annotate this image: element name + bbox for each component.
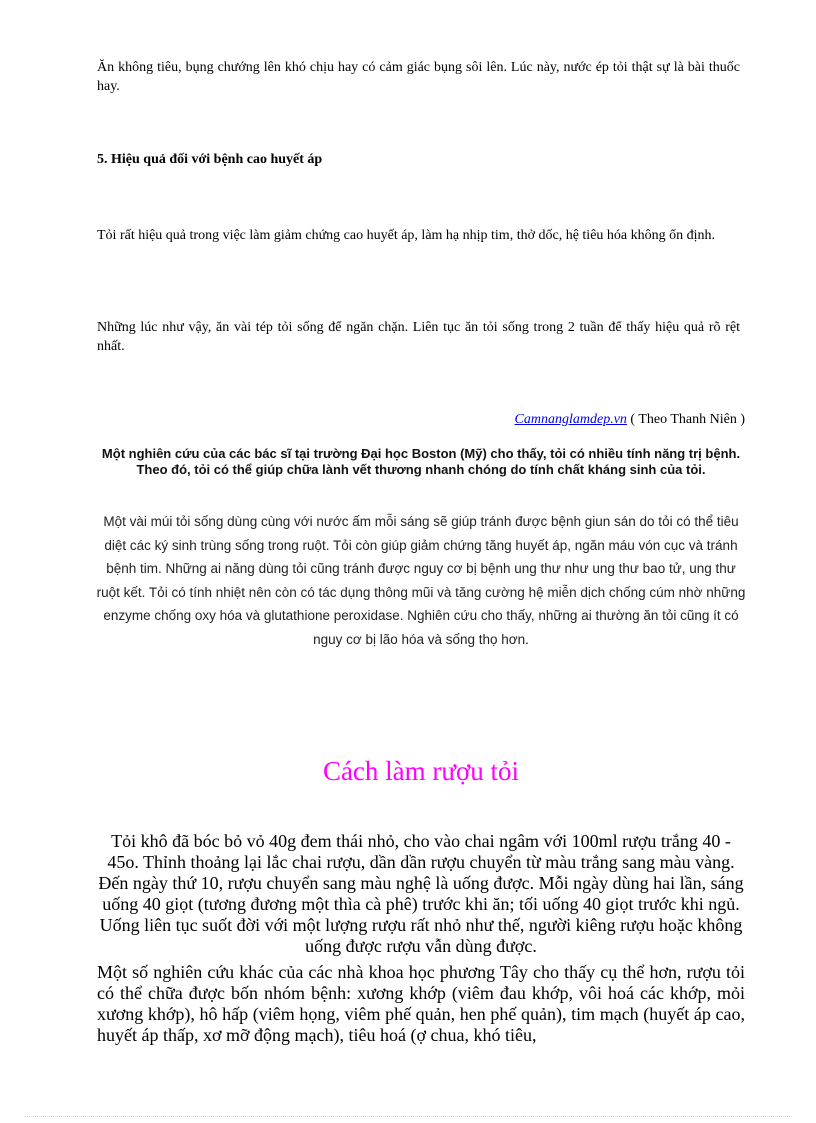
source-credit: ( Theo Thanh Niên ) [626,412,745,427]
paragraph-indigestion: Ăn không tiêu, bụng chướng lên khó chịu hay có cảm giác bụng sôi lên. Lúc này, nước ép tỏi thật sự là bài thuốc hay. [97,60,740,94]
source-attribution [97,410,745,429]
page-footer-divider [24,1116,792,1117]
section-title: Cách làm rượu tỏi [322,756,520,786]
lead-paragraph: Một nghiên cứu của các bác sĩ tại trường Đại học Boston (Mỹ) cho thấy, tỏi có nhiều tính năng trị bệnh. Theo đó, tỏi có thể giúp chữa lành vết thương nhanh chóng do tính chất kháng sinh của tỏi. [101,446,741,477]
recipe-paragraph: Tỏi khô đã bóc bỏ vỏ 40g đem thái nhỏ, cho vào chai ngâm với 100ml rượu trắng 40 - 45o. Thỉnh thoảng lại lắc chai rượu, dần dần rượu chuyển từ màu trắng sang màu vàng. Đến ngày thứ 10, rượu chuyển sang màu nghệ là uống được. Mỗi ngày dùng hai lần, sáng uống 40 giọt (tương đương một thìa cà phê) trước khi ăn; tối uống 40 giọt trước khi ngủ. Uống liên tục suốt đời với một lượng rượu rất nhỏ như thế, người kiêng rượu hoặc không uống được rượu vẫn dùng được. [98,831,744,956]
section-heading-hypertension: 5. Hiệu quả đối với bệnh cao huyết áp [97,152,323,167]
paragraph-eat-raw-garlic: Những lúc như vậy, ăn vài tép tỏi sống để ngăn chặn. Liên tục ăn tỏi sống trong 2 tuần để thấy hiệu quả rõ rệt nhất. [97,320,740,354]
paragraph-hypertension: Tỏi rất hiệu quả trong việc làm giảm chứng cao huyết áp, làm hạ nhịp tim, thở dốc, hệ tiêu hóa không ổn định. [97,228,716,243]
body-paragraph: Một vài múi tỏi sống dùng cùng với nước ấm mỗi sáng sẽ giúp tránh được bệnh giun sán do tỏi có thể tiêu diệt các ký sinh trùng sống trong ruột. Tỏi còn giúp giảm chứng tăng huyết áp, ngăn máu vón cục và tránh bệnh tim. Những ai năng dùng tỏi cũng tránh được nguy cơ bị bệnh ung thư như ung thư bao tử, ung thư ruột kết. Tỏi có tính nhiệt nên còn có tác dụng thông mũi và tăng cường hệ miễn dịch chống cúm nhờ những enzyme chống oxy hóa và glutathione peroxidase. Nghiên cứu cho thấy, những ai thường ăn tỏi cũng ít có nguy cơ bị lão hóa và sống thọ hơn. [96,514,746,647]
research-paragraph: Một số nghiên cứu khác của các nhà khoa học phương Tây cho thấy cụ thể hơn, rượu tỏi có thể chữa được bốn nhóm bệnh: xương khớp (viêm đau khớp, vôi hoá các khớp, mỏi xương khớp), hô hấp (viêm họng, viêm phế quản, hen phế quản), tim mạch (huyết áp cao, huyết áp thấp, xơ mỡ động mạch), tiêu hoá (ợ chua, khó tiêu, [97,962,745,1045]
source-link[interactable]: Camnanglamdep.vn [514,412,627,427]
